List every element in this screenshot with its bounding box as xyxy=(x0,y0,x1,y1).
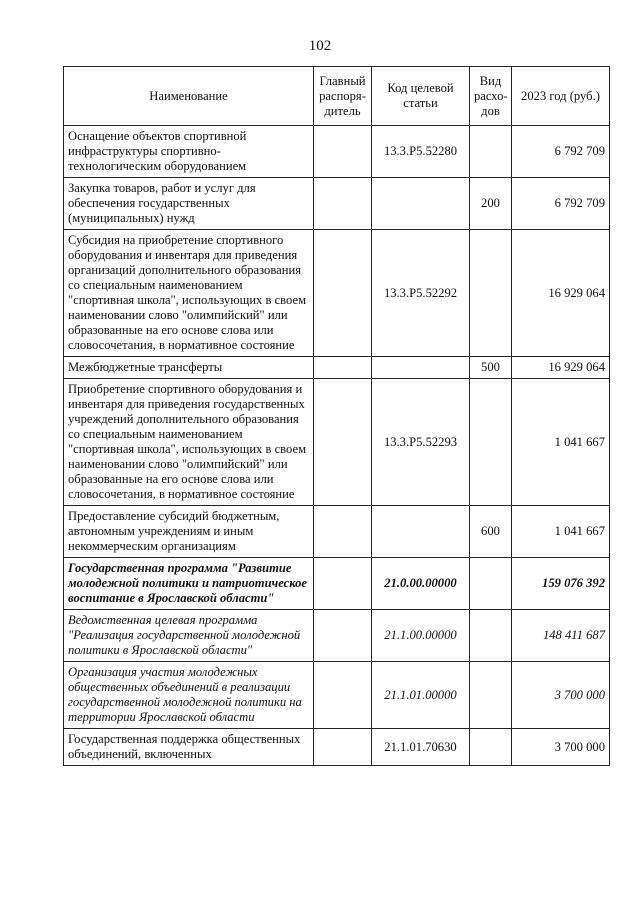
cell-expense-type xyxy=(470,379,512,506)
table-row xyxy=(64,729,610,766)
cell-code xyxy=(372,357,470,379)
cell-code xyxy=(372,506,470,558)
cell-code: 21.1.01.70630 xyxy=(372,729,470,766)
cell-name: Оснащение объектов спортивной инфраструктуры спортивно-технологическим оборудованием xyxy=(64,126,314,178)
header-manager: Главный распоря-дитель xyxy=(314,67,372,126)
cell-manager xyxy=(314,379,372,506)
cell-amount: 3 700 000 xyxy=(512,662,610,729)
header-amount: 2023 год (руб.) xyxy=(512,67,610,126)
table-row xyxy=(64,357,610,379)
cell-expense-type: 500 xyxy=(470,357,512,379)
cell-code: 13.3.Р5.52293 xyxy=(372,379,470,506)
cell-code xyxy=(372,178,470,230)
cell-expense-type: 600 xyxy=(470,506,512,558)
cell-manager xyxy=(314,357,372,379)
budget-table xyxy=(63,66,610,766)
cell-expense-type xyxy=(470,126,512,178)
table-header-row xyxy=(64,67,610,126)
cell-expense-type xyxy=(470,729,512,766)
cell-manager xyxy=(314,506,372,558)
cell-amount: 1 041 667 xyxy=(512,506,610,558)
table-row xyxy=(64,178,610,230)
cell-name: Предоставление субсидий бюджетным, автономным учреждениям и иным некоммерческим организациям xyxy=(64,506,314,558)
cell-manager xyxy=(314,729,372,766)
cell-code: 21.0.00.00000 xyxy=(372,558,470,610)
cell-expense-type xyxy=(470,230,512,357)
table-row xyxy=(64,610,610,662)
table-row xyxy=(64,379,610,506)
cell-name: Межбюджетные трансферты xyxy=(64,357,314,379)
cell-code: 13.3.Р5.52280 xyxy=(372,126,470,178)
cell-amount: 6 792 709 xyxy=(512,178,610,230)
cell-amount: 16 929 064 xyxy=(512,357,610,379)
cell-manager xyxy=(314,178,372,230)
header-type: Вид расхо-дов xyxy=(470,67,512,126)
cell-name: Государственная поддержка общественных объединений, включенных xyxy=(64,729,314,766)
cell-amount: 159 076 392 xyxy=(512,558,610,610)
cell-expense-type xyxy=(470,558,512,610)
cell-code: 21.1.00.00000 xyxy=(372,610,470,662)
header-code: Код целевой статьи xyxy=(372,67,470,126)
table-row xyxy=(64,126,610,178)
table-body xyxy=(64,126,610,766)
cell-name: Ведомственная целевая программа "Реализация государственной молодежной политики в Ярославской области" xyxy=(64,610,314,662)
table-row xyxy=(64,662,610,729)
cell-name: Государственная программа "Развитие молодежной политики и патриотическое воспитание в Ярославской области" xyxy=(64,558,314,610)
cell-amount: 6 792 709 xyxy=(512,126,610,178)
cell-name: Организация участия молодежных общественных объединений в реализации государственной молодежной политики на территории Ярославской области xyxy=(64,662,314,729)
cell-code: 21.1.01.00000 xyxy=(372,662,470,729)
cell-amount: 3 700 000 xyxy=(512,729,610,766)
cell-amount: 16 929 064 xyxy=(512,230,610,357)
cell-manager xyxy=(314,230,372,357)
cell-name: Приобретение спортивного оборудования и инвентаря для приведения государственных учреждений дополнительного образования со специальным наименованием "спортивная школа", использующих в своем наименовании слово "олимпийский" или образованные на его основе слова или словосочетания, в нормативное состояние xyxy=(64,379,314,506)
header-name: Наименование xyxy=(64,67,314,126)
table-row xyxy=(64,506,610,558)
cell-expense-type xyxy=(470,662,512,729)
page-number: 102 xyxy=(308,38,332,54)
table-row xyxy=(64,558,610,610)
cell-amount: 148 411 687 xyxy=(512,610,610,662)
cell-name: Субсидия на приобретение спортивного оборудования и инвентаря для приведения организаций дополнительного образования со специальным наименованием "спортивная школа", использующих в своем наименовании слово "олимпийский" или образованные на его основе слова или словосочетания, в нормативное состояние xyxy=(64,230,314,357)
cell-code: 13.3.Р5.52292 xyxy=(372,230,470,357)
cell-name: Закупка товаров, работ и услуг для обеспечения государственных (муниципальных) нужд xyxy=(64,178,314,230)
cell-manager xyxy=(314,662,372,729)
cell-manager xyxy=(314,610,372,662)
cell-manager xyxy=(314,558,372,610)
cell-manager xyxy=(314,126,372,178)
cell-expense-type xyxy=(470,610,512,662)
table-row xyxy=(64,230,610,357)
cell-expense-type: 200 xyxy=(470,178,512,230)
cell-amount: 1 041 667 xyxy=(512,379,610,506)
